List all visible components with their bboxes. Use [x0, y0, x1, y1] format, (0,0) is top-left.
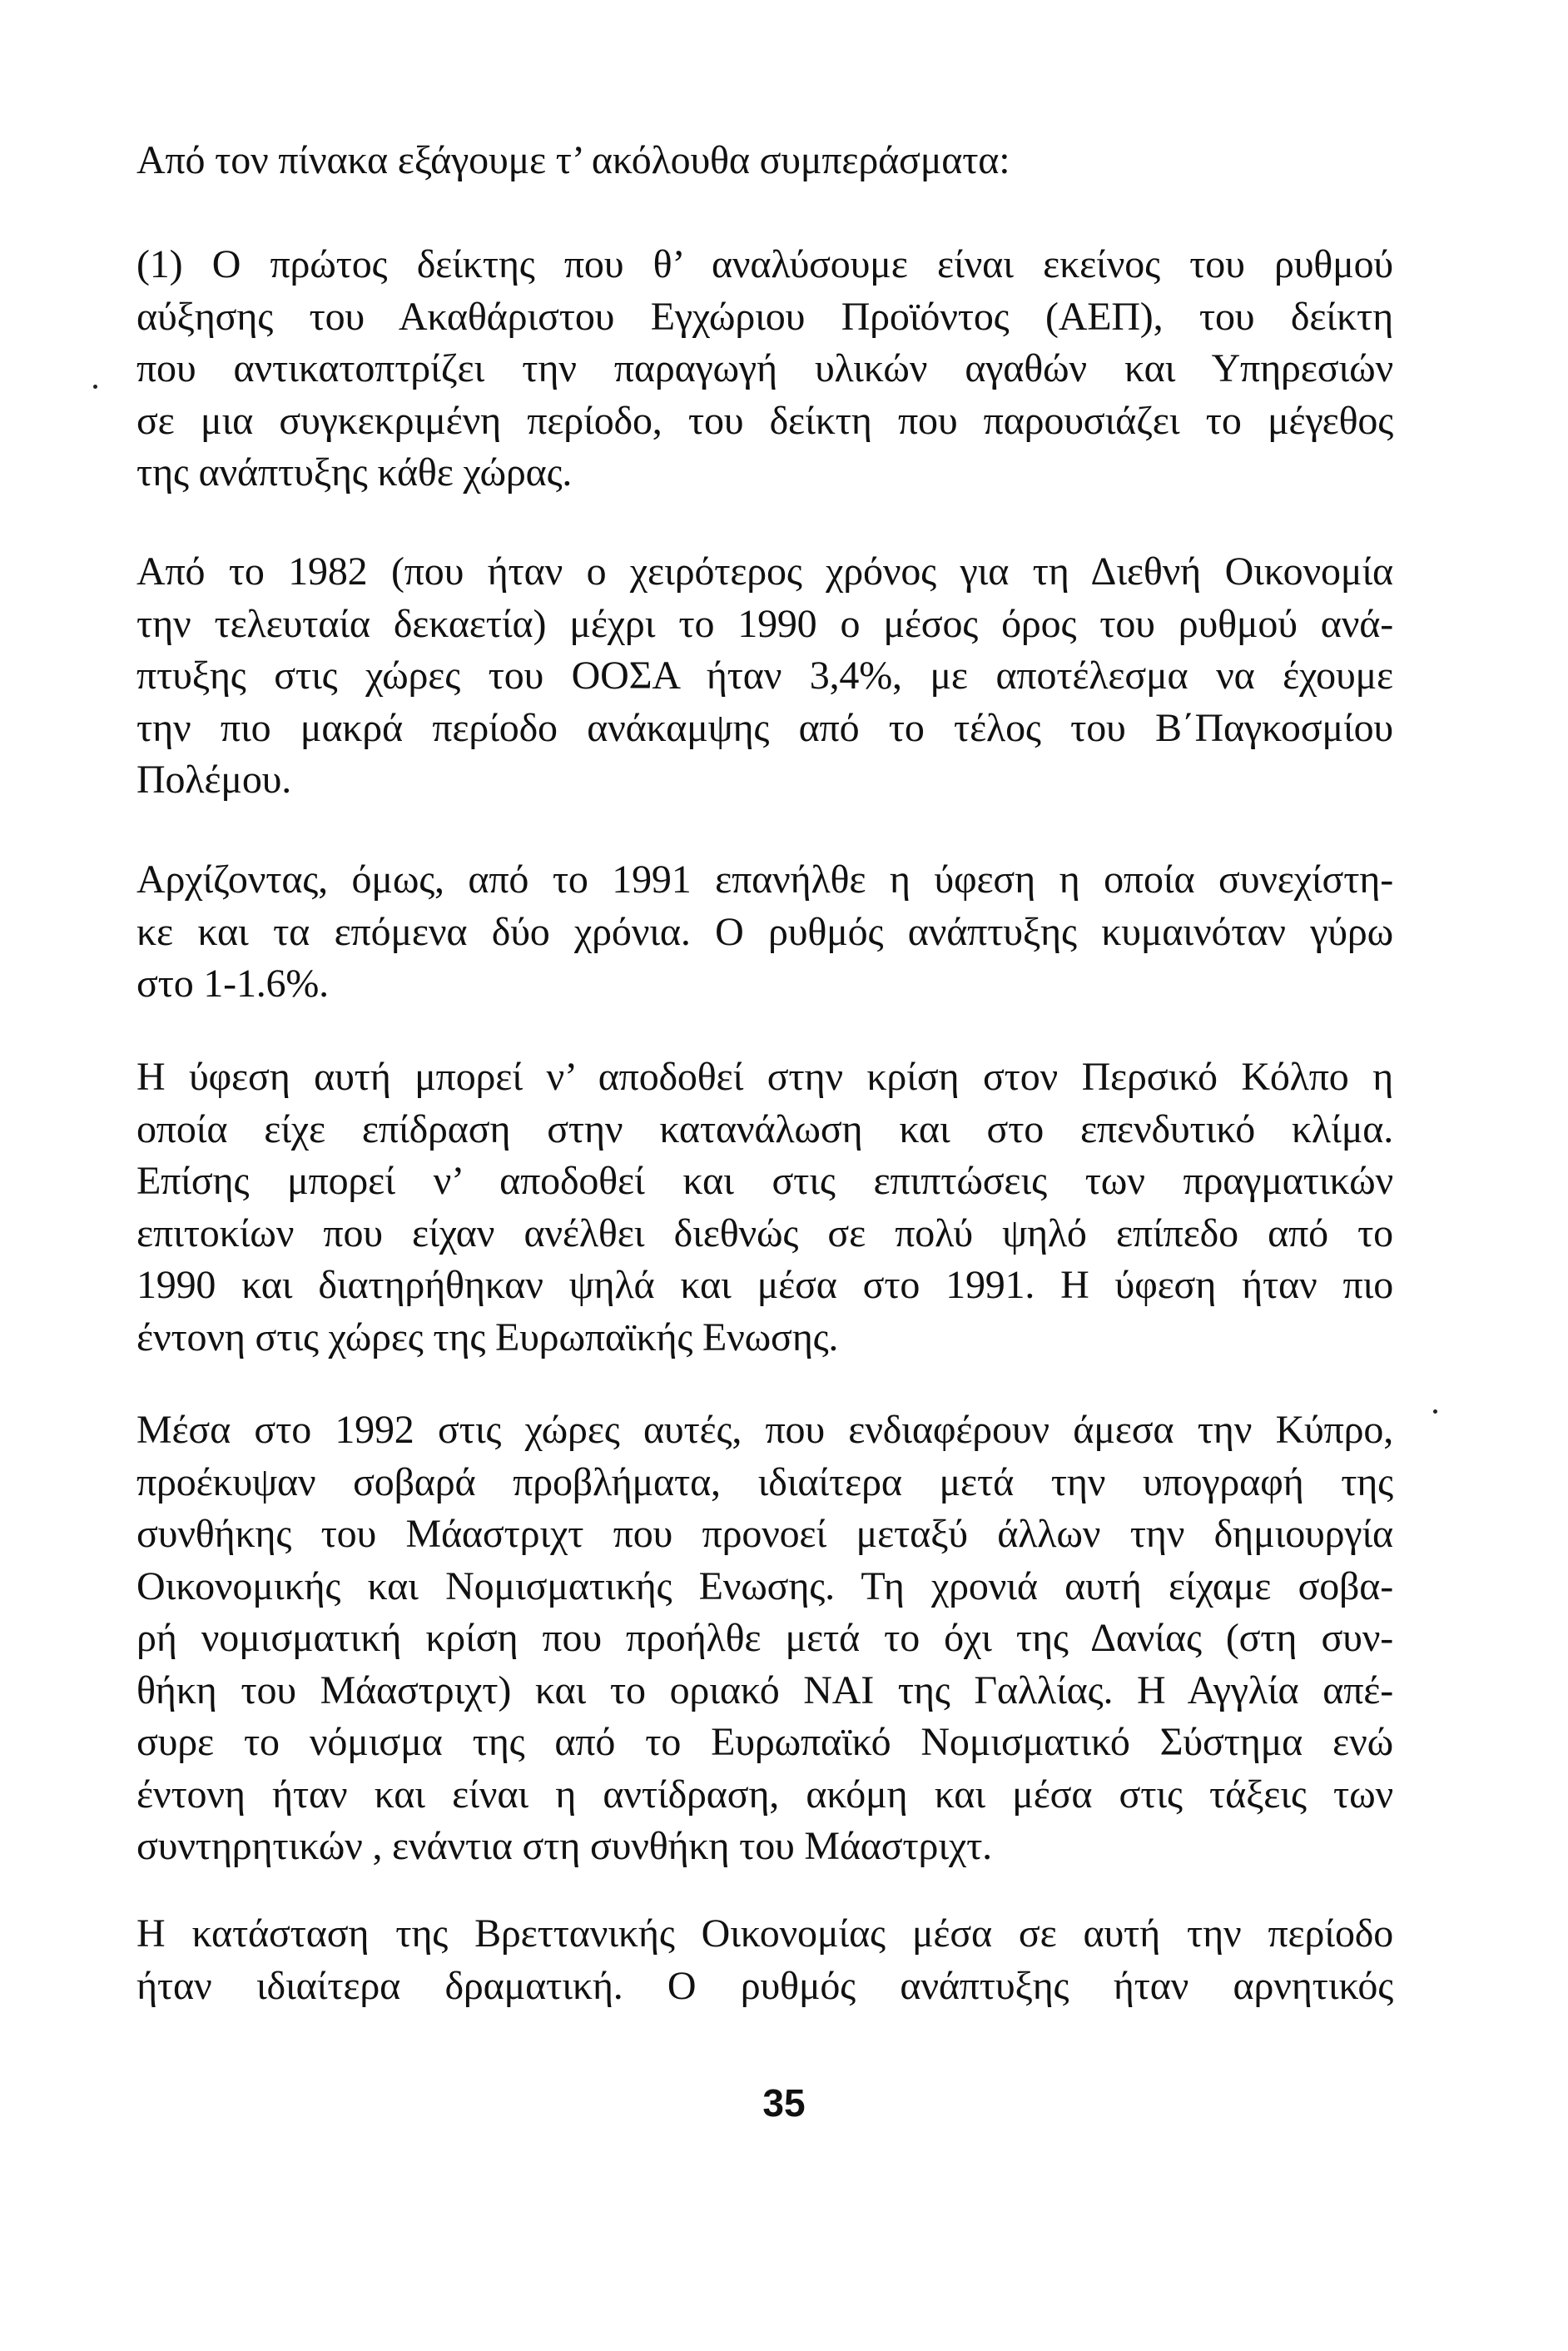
text-line: 1990 και διατηρήθηκαν ψηλά και μέσα στο 1991. Η ύφεση ήταν πιο [136, 1263, 1393, 1307]
text-line: ρή νομισματική κρίση που προήλθε μετά το όχι της Δανίας (στη συν- [136, 1616, 1393, 1660]
text-line: συνθήκης του Μάαστριχτ που προνοεί μεταξύ άλλων την δημιουργία [136, 1512, 1393, 1556]
text-line: την πιο μακρά περίοδο ανάκαμψης από το τέλος του Β΄Παγκοσμίου [136, 705, 1393, 750]
text-line: στο 1-1.6%. [136, 962, 329, 1006]
text-line: προέκυψαν σοβαρά προβλήματα, ιδιαίτερα μετά την υπογραφή της [136, 1459, 1393, 1504]
text-line: Πολέμου. [136, 758, 291, 802]
paragraph-1 [136, 239, 1393, 500]
text-line: που αντικατοπτρίζει την παραγωγή υλικών αγαθών και Υπηρεσιών [136, 346, 1393, 390]
page-number: 35 [762, 2081, 806, 2125]
paragraph-2 [136, 546, 1393, 807]
paragraph-5 [136, 1404, 1393, 1873]
text-line: θήκη του Μάαστριχτ) και το οριακό ΝΑΙ της Γαλλίας. Η Αγγλία απέ- [136, 1668, 1393, 1712]
intro-line [136, 135, 1393, 187]
text-line: Αρχίζοντας, όμως, από το 1991 επανήλθε η ύφεση η οποία συνεχίστη- [136, 857, 1393, 902]
text-line: Επίσης μπορεί ν’ αποδοθεί και στις επιπτώσεις των πραγματικών [136, 1159, 1393, 1203]
text-line: επιτοκίων που είχαν ανέλθει διεθνώς σε πολύ ψηλό επίπεδο από το [136, 1210, 1393, 1255]
text-line: Η κατάσταση της Βρεττανικής Οικονομίας μέσα σε αυτή την περίοδο [136, 1911, 1393, 1956]
text-line: συρε το νόμισμα της από το Ευρωπαϊκό Νομισματικό Σύστημα ενώ [136, 1720, 1393, 1764]
text-line: της ανάπτυξης κάθε χώρας. [136, 450, 573, 495]
text-line: πτυξης στις χώρες του ΟΟΣΑ ήταν 3,4%, με αποτέλεσμα να έχουμε [136, 654, 1393, 698]
text-line: κε και τα επόμενα δύο χρόνια. Ο ρυθμός ανάπτυξης κυμαινόταν γύρω [136, 909, 1393, 954]
text-line: έντονη στις χώρες της Ευρωπαϊκής Ενωσης. [136, 1315, 839, 1359]
paragraph-6 [136, 1908, 1393, 2012]
text-line: την τελευταία δεκαετία) μέχρι το 1990 ο μέσος όρος του ρυθμού ανά- [136, 601, 1393, 646]
scan-speck-right [1433, 1409, 1437, 1414]
text-line: ήταν ιδιαίτερα δραματική. Ο ρυθμός ανάπτυξης ήταν αρνητικός [136, 1963, 1393, 2008]
text-line: Οικονομικής και Νομισματικής Ενωσης. Τη χρονιά αυτή είχαμε σοβα- [136, 1563, 1393, 1608]
text-line: οποία είχε επίδραση στην κατανάλωση και στο επενδυτικό κλίμα. [136, 1106, 1393, 1151]
text-line: Από τον πίνακα εξάγουμε τ’ ακόλουθα συμπεράσματα: [136, 138, 1010, 182]
text-line: συντηρητικών , ενάντια στη συνθήκη του Μάαστριχτ. [136, 1824, 992, 1868]
text-line: (1) Ο πρώτος δείκτης που θ’ αναλύσουμε είναι εκείνος του ρυθμού [136, 242, 1393, 286]
text-line: έντονη ήταν και είναι η αντίδραση, ακόμη και μέσα στις τάξεις των [136, 1772, 1393, 1817]
text-line: σε μια συγκεκριμένη περίοδο, του δείκτη που παρουσιάζει το μέγεθος [136, 398, 1393, 443]
text-line: Από το 1982 (που ήταν ο χειρότερος χρόνος για τη Διεθνή Οικονομία [136, 549, 1393, 594]
text-line: Μέσα στο 1992 στις χώρες αυτές, που ενδιαφέρουν άμεσα την Κύπρο, [136, 1408, 1393, 1452]
paragraph-4 [136, 1051, 1393, 1364]
text-line: Η ύφεση αυτή μπορεί ν’ αποδοθεί στην κρίση στον Περσικό Κόλπο η [136, 1055, 1393, 1099]
text-line: αύξησης του Ακαθάριστου Εγχώριου Προϊόντος (ΑΕΠ), του δείκτη [136, 294, 1393, 339]
scan-speck-left [93, 385, 97, 389]
paragraph-3 [136, 854, 1393, 1011]
